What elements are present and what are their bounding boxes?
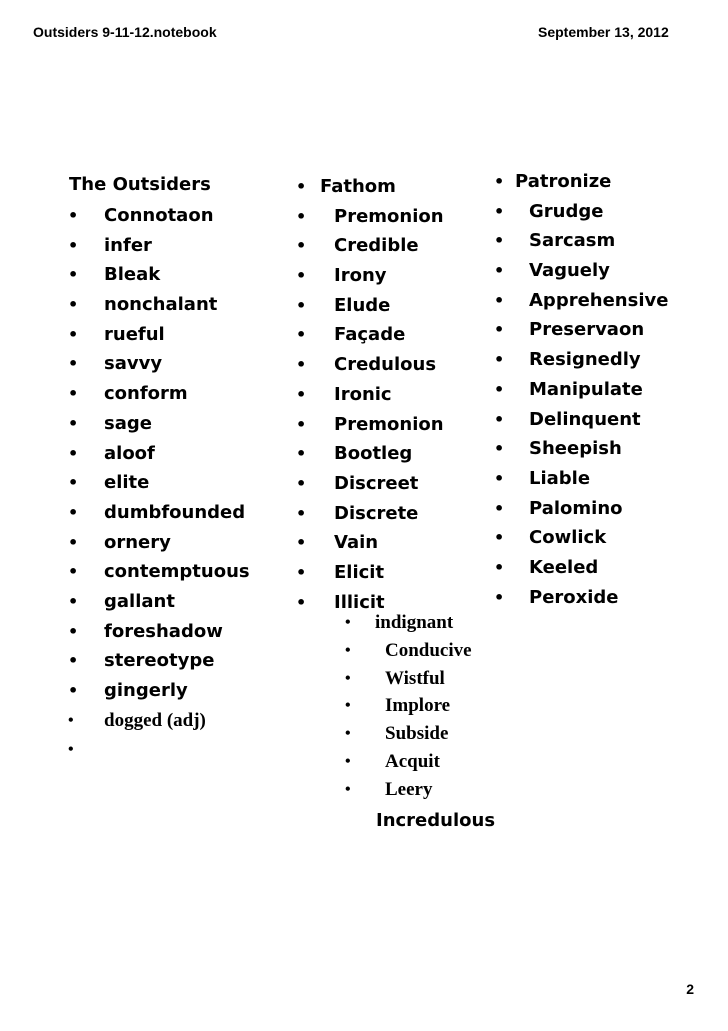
vocab-word: Cowlick <box>529 527 607 549</box>
vocab-word: Connotaon <box>104 205 214 226</box>
vocab-word: rueful <box>104 323 165 345</box>
vocab-word: Premonion <box>334 413 444 435</box>
page-number: 2 <box>686 981 694 997</box>
bullet-icon: • <box>296 533 307 553</box>
vocab-word: Discreet <box>334 472 419 494</box>
vocab-word: Leery <box>385 778 433 800</box>
bullet-icon: • <box>494 350 505 370</box>
bullet-icon: • <box>345 641 351 659</box>
bullet-icon: • <box>68 711 74 729</box>
vocab-word: Palomino <box>529 497 623 519</box>
bullet-icon: • <box>68 235 79 255</box>
vocab-word: conform <box>104 383 188 405</box>
bullet-icon: • <box>345 725 351 743</box>
bullet-icon: • <box>68 324 79 344</box>
vocab-word: Manipulate <box>529 378 643 400</box>
bullet-icon: • <box>494 379 505 399</box>
vocab-word: dumbfounded <box>104 501 246 523</box>
extra-word: Incredulous <box>376 810 496 831</box>
bullet-icon: • <box>296 355 307 375</box>
bullet-icon: • <box>494 290 505 310</box>
vocab-word: Elude <box>334 294 391 316</box>
bullet-icon: • <box>68 741 74 759</box>
vocab-word: Subside <box>385 723 449 745</box>
notebook-title: Outsiders 9-11-12.notebook <box>33 24 217 40</box>
vocab-word: gallant <box>104 590 175 612</box>
vocab-word: savvy <box>104 353 163 375</box>
bullet-icon: • <box>68 591 79 611</box>
bullet-icon: • <box>296 177 307 196</box>
vocab-word: Resignedly <box>529 349 641 371</box>
notebook-date: September 13, 2012 <box>538 24 669 40</box>
bullet-icon: • <box>68 443 79 463</box>
bullet-icon: • <box>345 697 351 715</box>
vocab-word: nonchalant <box>104 294 218 316</box>
vocab-word: Apprehensive <box>529 289 669 311</box>
bullet-icon: • <box>68 384 79 404</box>
vocab-word: stereotype <box>104 650 215 672</box>
vocab-word: Liable <box>529 467 591 489</box>
vocab-word: dogged (adj) <box>104 709 206 731</box>
bullet-icon: • <box>296 473 307 493</box>
bullet-icon: • <box>296 266 307 286</box>
bullet-icon: • <box>494 320 505 340</box>
vocab-word: Irony <box>334 265 387 287</box>
bullet-icon: • <box>296 592 307 612</box>
vocab-word: Vaguely <box>529 260 610 282</box>
bullet-icon: • <box>68 502 79 522</box>
vocab-word: Bootleg <box>334 443 413 465</box>
vocab-word: Illicit <box>334 591 385 613</box>
vocab-word: aloof <box>104 442 155 464</box>
bullet-icon: • <box>68 295 79 315</box>
vocab-word: Fathom <box>320 176 396 197</box>
bullet-icon: • <box>68 621 79 641</box>
vocab-word: indignant <box>375 612 454 633</box>
bullet-icon: • <box>494 172 505 191</box>
bullet-icon: • <box>68 206 79 225</box>
bullet-icon: • <box>296 295 307 315</box>
vocab-word: Preservaon <box>529 319 645 341</box>
bullet-icon: • <box>296 562 307 582</box>
bullet-icon: • <box>68 265 79 285</box>
vocab-word: Elicit <box>334 561 385 583</box>
bullet-icon: • <box>345 780 351 798</box>
bullet-icon: • <box>345 669 351 687</box>
bullet-icon: • <box>68 651 79 671</box>
bullet-icon: • <box>494 231 505 251</box>
bullet-icon: • <box>494 439 505 459</box>
vocab-word: Sarcasm <box>529 230 616 252</box>
bullet-icon: • <box>494 261 505 281</box>
vocab-word: Sheepish <box>529 438 622 460</box>
bullet-icon: • <box>68 532 79 552</box>
bullet-icon: • <box>68 473 79 493</box>
vocab-word: Keeled <box>529 556 599 578</box>
vocab-word: Acquit <box>385 750 440 772</box>
vocab-word: Patronize <box>515 171 612 192</box>
vocab-word: foreshadow <box>104 620 223 642</box>
bullet-icon: • <box>296 206 307 226</box>
vocab-word: Discrete <box>334 502 419 524</box>
bullet-icon: • <box>494 587 505 607</box>
vocab-word: gingerly <box>104 680 188 701</box>
bullet-icon: • <box>494 201 505 221</box>
vocab-word: Premonion <box>334 205 444 227</box>
list-heading: The Outsiders <box>69 174 211 195</box>
vocab-word: Implore <box>385 695 451 717</box>
bullet-icon: • <box>494 557 505 577</box>
bullet-icon: • <box>68 562 79 582</box>
vocab-word: Ironic <box>334 383 392 405</box>
vocab-word: Wistful <box>385 667 445 689</box>
vocab-word: infer <box>104 234 152 256</box>
bullet-icon: • <box>68 681 79 700</box>
vocab-word: elite <box>104 472 150 494</box>
bullet-icon: • <box>494 528 505 548</box>
bullet-icon: • <box>68 354 79 374</box>
bullet-icon: • <box>494 498 505 518</box>
vocab-word: Façade <box>334 324 406 346</box>
bullet-icon: • <box>494 468 505 488</box>
vocab-word: Vain <box>334 532 379 554</box>
bullet-icon: • <box>296 414 307 434</box>
vocab-word: ornery <box>104 531 171 553</box>
vocab-word: Delinquent <box>529 408 641 430</box>
vocab-word: Bleak <box>104 264 161 286</box>
vocab-word: Peroxide <box>529 586 619 608</box>
bullet-icon: • <box>68 413 79 433</box>
bullet-icon: • <box>345 752 351 770</box>
bullet-icon: • <box>296 444 307 464</box>
bullet-icon: • <box>494 409 505 429</box>
vocab-word: Credulous <box>334 354 437 376</box>
vocab-word: contemptuous <box>104 561 250 583</box>
bullet-icon: • <box>296 325 307 345</box>
bullet-icon: • <box>345 614 351 631</box>
vocab-word: sage <box>104 412 152 434</box>
bullet-icon: • <box>296 236 307 256</box>
vocab-word: Grudge <box>529 200 604 222</box>
vocab-word: Conducive <box>385 639 472 661</box>
vocab-word: Credible <box>334 235 419 257</box>
bullet-icon: • <box>296 503 307 523</box>
bullet-icon: • <box>296 384 307 404</box>
